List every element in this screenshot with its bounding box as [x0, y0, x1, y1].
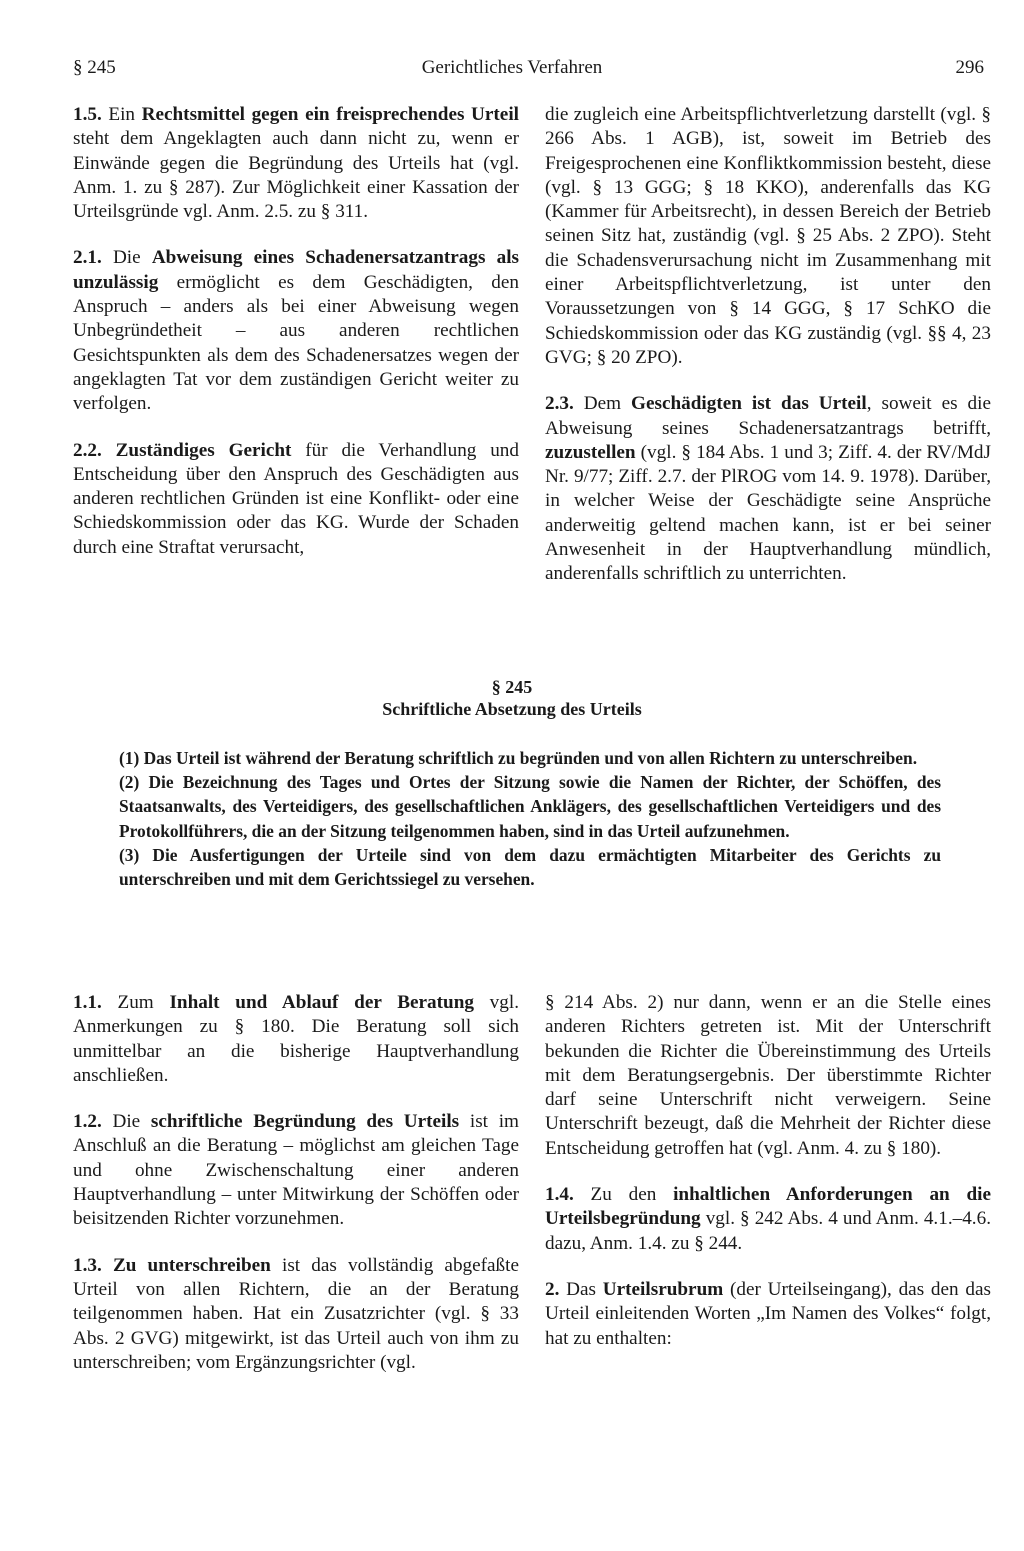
statute-text [119, 746, 941, 891]
statute-paragraph: (3) Die Ausfertigungen der Urteile sind von dem dazu ermächtigten Mitarbeiter des Gerichts zu unterschreiben und mit dem Gerichtssiegel zu versehen. [119, 844, 941, 890]
section-marker: § 245 [73, 57, 116, 78]
note-paragraph: die zugleich eine Arbeitspflichtverletzung darstellt (vgl. § 266 Abs. 1 AGB), ist, soweit im Betrieb des Freigesprochenen eine Konfliktkommission besteht, diese (vgl. § 13 GGG; § 18 KKO), anderenfalls das KG (Kammer für Arbeitsrecht), in dessen Bereich der Betrieb seinen Sitz hat, zuständig (vgl. § 25 Abs. 2 ZPO). Steht die Schadensverursachung nicht im Zusammenhang mit einer Arbeitspflichtverletzung, ist unter den Voraussetzungen von § 14 GGG, § 17 SchKO die Schiedskommission oder das KG zuständig (vgl. §§ 4, 23 GVG; § 20 ZPO). [545, 104, 991, 368]
statute-paragraph: (1) Das Urteil ist während der Beratung schriftlich zu begründen und von allen Richtern zu unterschreiben. [119, 748, 918, 768]
note-paragraph: 1.4. Zu den inhaltlichen Anforderungen an die Urteilsbegründung vgl. § 242 Abs. 4 und Anm. 4.1.–4.6. dazu, Anm. 1.4. zu § 244. [545, 1184, 991, 1254]
note-paragraph: 2.2. Zuständiges Gericht für die Verhandlung und Entscheidung über den Anspruch des Geschädigten aus anderen rechtlichen Gründen ist eine Konflikt- oder eine Schiedskommission oder das KG. Wurde der Schaden durch eine Straftat verursacht, [73, 439, 519, 558]
running-title: Gerichtliches Verfahren [421, 57, 603, 78]
note-paragraph: 1.5. Ein Rechtsmittel gegen ein freisprechendes Urteil steht dem Angeklagten auch dann nicht zu, wenn er Einwände gegen die Begründung des Urteils hat (vgl. Anm. 1. zu § 287). Zur Möglichkeit einer Kassation der Urteilsgründe vgl. Anm. 2.5. zu § 311. [73, 104, 519, 223]
note-paragraph: § 214 Abs. 2) nur dann, wenn er an die Stelle eines anderen Richters getreten ist. Mit der Unterschrift bekunden die Richter die Übereinstimmung des Urteils mit dem Beratungsergebnis. Der überstimmte Richter darf seine Unterschrift nicht verweigern. Seine Unterschrift bezeugt, daß die Mehrheit der Richter diese Entscheidung getroffen hat (vgl. Anm. 4. zu § 180). [545, 992, 991, 1159]
note-paragraph: 1.3. Zu unterschreiben ist das vollständig abgefaßte Urteil von allen Richtern, die an der Beratung teilgenommen haben. Hat ein Zusatzrichter (vgl. § 33 Abs. 2 GVG) mitgewirkt, ist das Urteil auch von ihm zu unterschreiben; vom Ergänzungsrichter (vgl. [73, 1254, 520, 1373]
note-paragraph: 1.2. Die schriftliche Begründung des Urteils ist im Anschluß an die Beratung – möglichst am gleichen Tage und ohne Zwischenschaltung einer anderen Hauptverhandlung – unter Mitwirkung der Schöffen oder beisitzenden Richter vorzunehmen. [73, 1111, 519, 1230]
note-paragraph: 2. Das Urteilsrubrum (der Urteilseingang), das den das Urteil einleitenden Worten „Im Namen des Volkes“ folgt, hat zu enthalten: [545, 1278, 991, 1349]
statute-paragraph: (2) Die Bezeichnung des Tages und Ortes der Sitzung sowie die Namen der Richter, der Schöffen, des Staatsanwalts, des Verteidigers, des gesellschaftlichen Anklägers, des gesellschaftlichen Verteidigers und des Protokollführers, die an der Sitzung teilgenommen haben, sind in das Urteil aufzunehmen. [119, 772, 941, 841]
bottom-right-column [545, 991, 991, 1351]
section-number: § 245 [491, 677, 533, 697]
bottom-left-column [73, 991, 519, 1375]
note-paragraph: 1.1. Zum Inhalt und Ablauf der Beratung vgl. Anmerkungen zu § 180. Die Beratung soll sich unmittelbar an die bisherige Hauptverhandlung anschließen. [73, 992, 519, 1086]
top-right-column [545, 103, 991, 587]
note-paragraph: 2.3. Dem Geschädigten ist das Urteil, soweit es die Abweisung seines Schadenersatzantrags betrifft, zuzustellen (vgl. § 184 Abs. 1 und 3; Ziff. 4. der RV/MdJ Nr. 9/77; Ziff. 2.7. der PlROG vom 14. 9. 1978). Darüber, in welcher Weise der Geschädigte seine Ansprüche anderweitig geltend machen kann, ist er bei seiner Anwesenheit in der Hauptverhandlung mündlich, anderenfalls schriftlich zu unterrichten. [545, 393, 991, 585]
section-title: Schriftliche Absetzung des Urteils [382, 699, 642, 719]
note-paragraph: 2.1. Die Abweisung eines Schadenersatzantrags als unzulässig ermöglicht es dem Geschädigten, den Anspruch – anders als bei einer Abweisung wegen Unbegründetheit – aus anderen rechtlichen Gesichtspunkten als dem des Schadenersatzes wegen der angeklagten Tat vor dem zuständigen Gericht weiter zu verfolgen. [73, 247, 519, 415]
page-number: 296 [955, 57, 984, 78]
top-left-column [73, 103, 519, 560]
